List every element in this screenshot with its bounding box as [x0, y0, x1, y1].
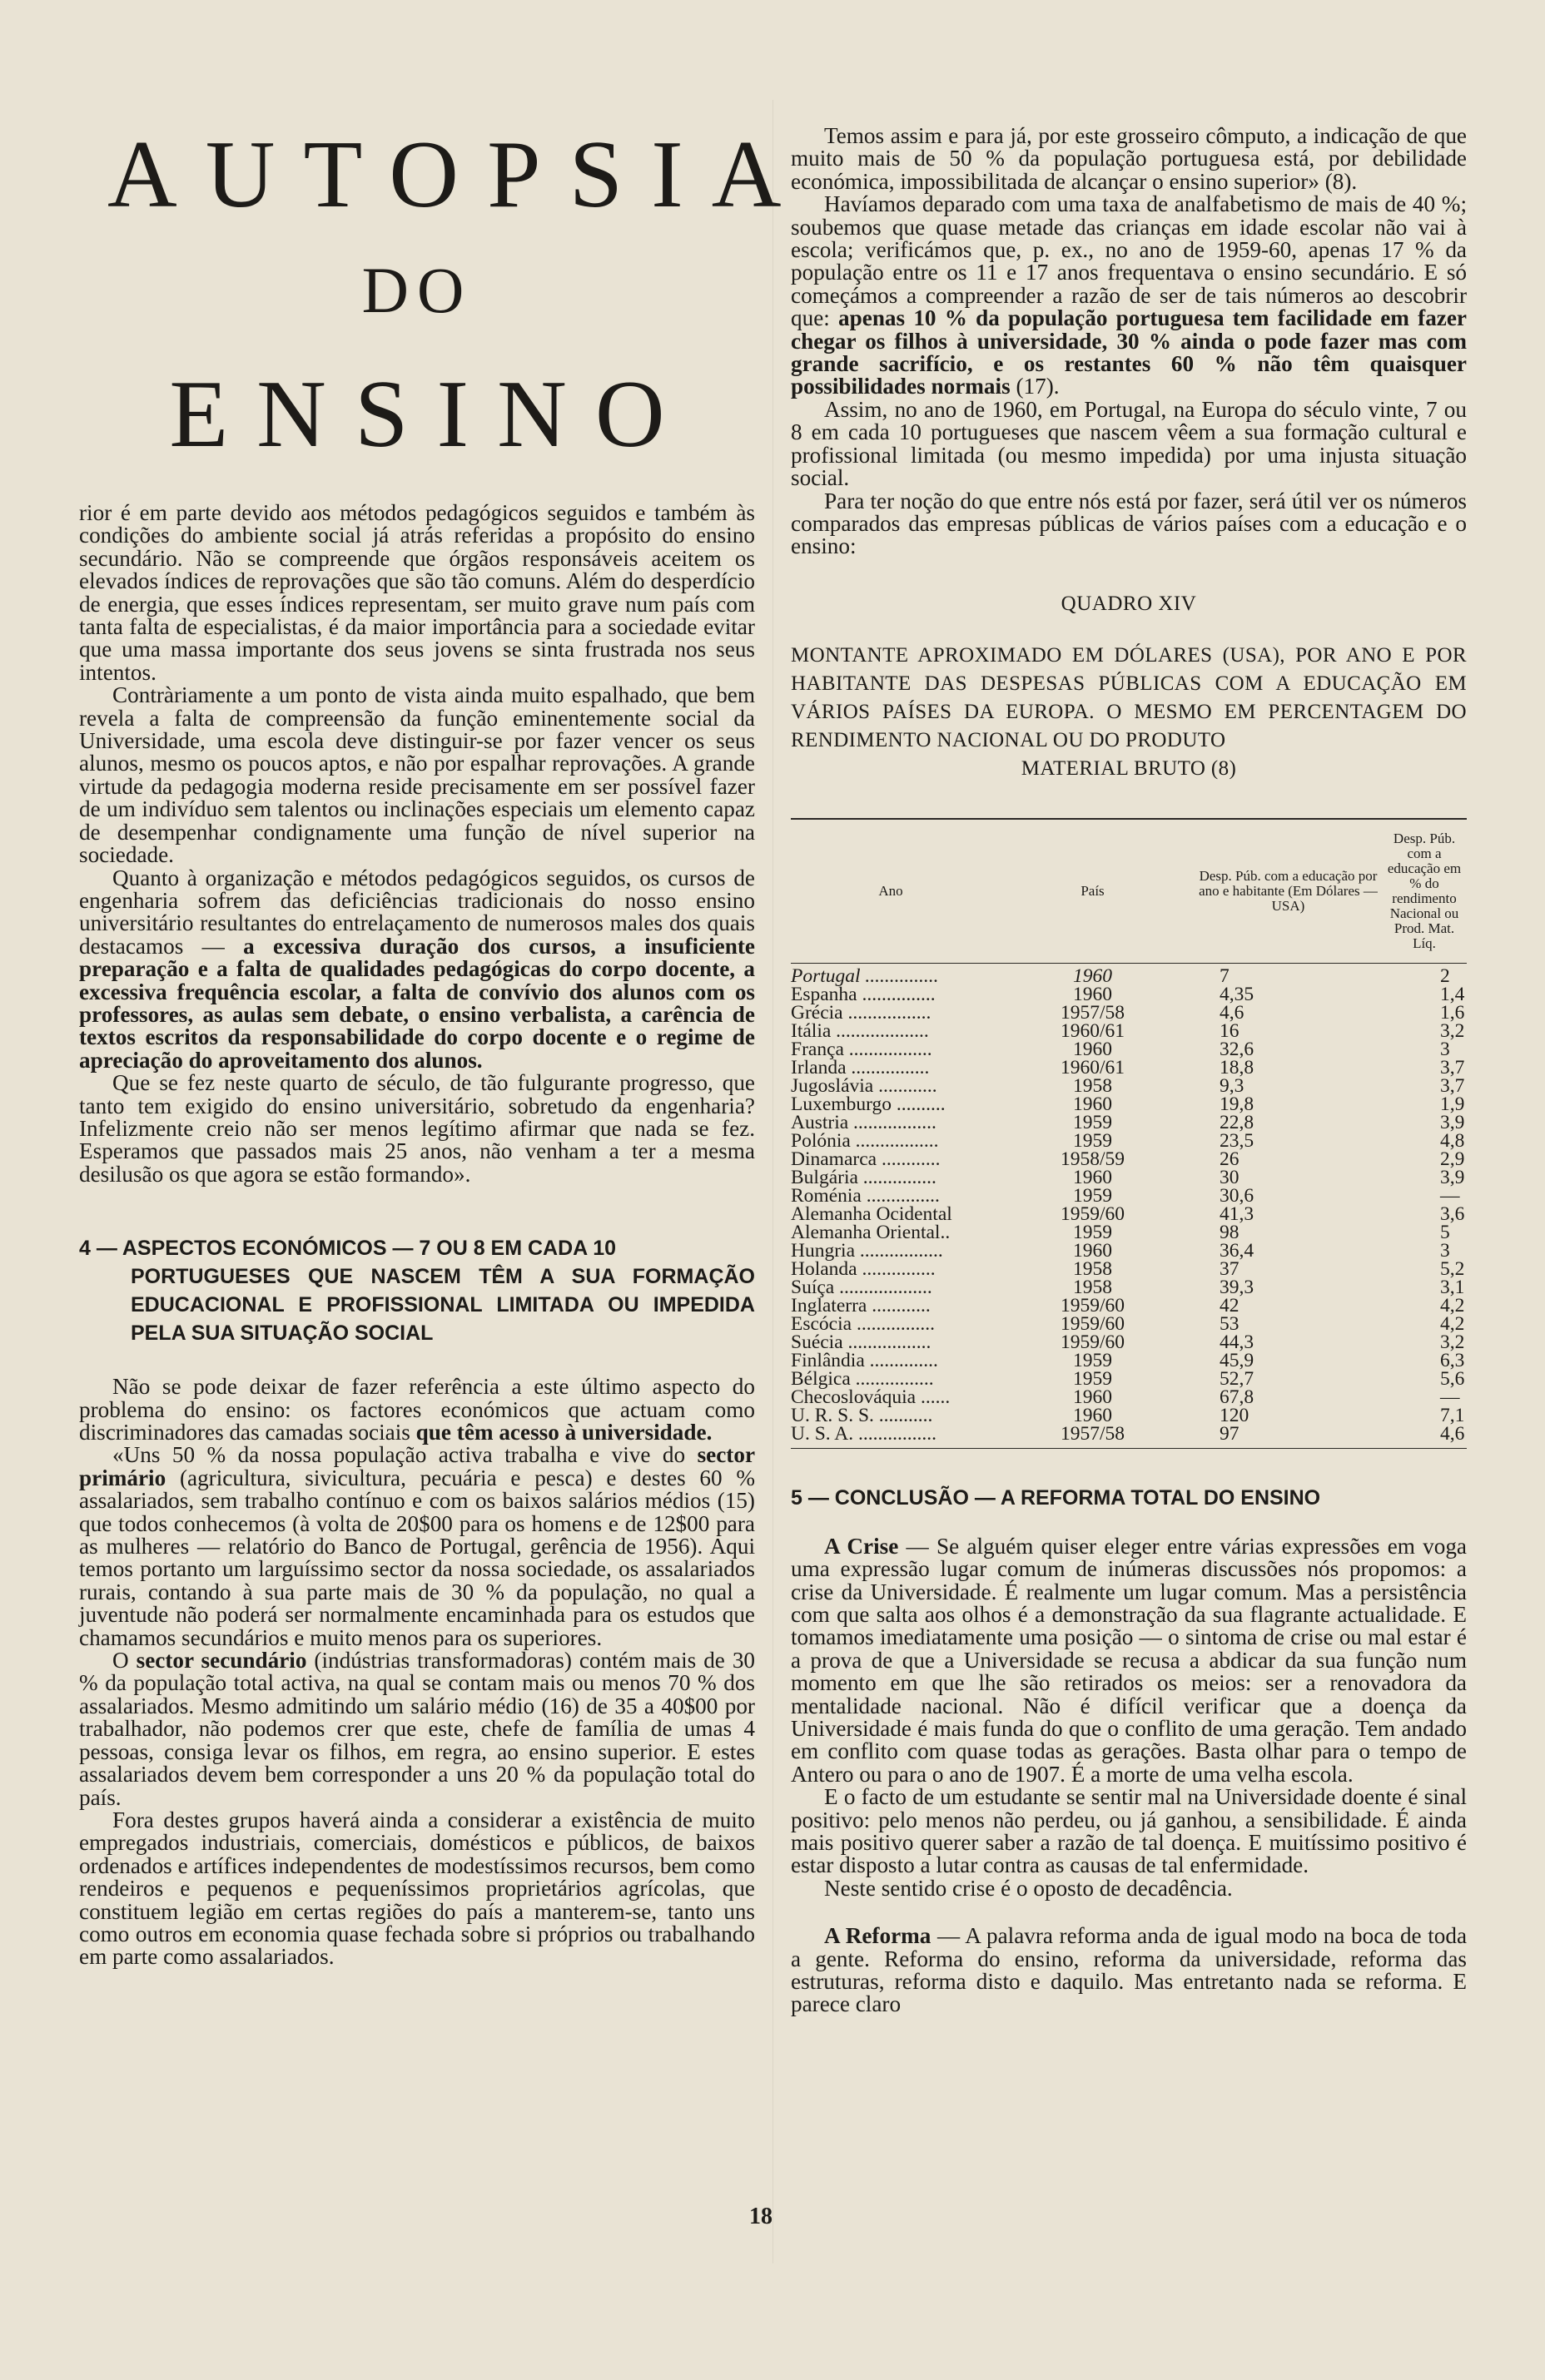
- column-header-percent: Desp. Púb. com a educação em % do rendimento Nacional ou Prod. Mat. Líq.: [1387, 830, 1462, 951]
- table-body: [791, 963, 1467, 1448]
- table-row: [791, 1040, 1467, 1059]
- page-number: 18: [749, 2204, 772, 2229]
- country-cell: Holanda ...............: [791, 1257, 936, 1280]
- country-cell: U. R. S. S. ...........: [791, 1404, 933, 1426]
- table-row: [791, 1351, 1467, 1370]
- title-line-autopsia: AUTOPSIA: [107, 121, 810, 228]
- paragraph-emphasis: que têm acesso à universidade.: [415, 1420, 713, 1445]
- country-cell: Alemanha Ocidental: [791, 1202, 952, 1225]
- dollars-cell: 18,8: [1220, 1056, 1254, 1078]
- dollars-cell: 44,3: [1220, 1331, 1254, 1353]
- percent-cell: 3,9: [1440, 1111, 1465, 1133]
- section-4-heading-rest: PORTUGUESES QUE NASCEM TÊM A SUA FORMAÇÃO EDUCACIONAL E PROFISSIONAL LIMITADA OU IMPEDIDA PELA SUA SITUAÇÃO SOCIAL: [131, 1265, 755, 1346]
- dollars-cell: 30,6: [1220, 1184, 1254, 1207]
- percent-cell: 1,6: [1440, 1001, 1465, 1024]
- percent-cell: 4,2: [1440, 1312, 1465, 1335]
- table-label: QUADRO XIV: [1061, 592, 1197, 615]
- country-cell: França .................: [791, 1038, 932, 1060]
- percent-cell: —: [1440, 1386, 1460, 1408]
- year-cell: 1960: [1073, 1093, 1112, 1115]
- table-row: [791, 1168, 1467, 1187]
- article-title: [79, 121, 810, 469]
- year-cell: 1959/60: [1060, 1312, 1125, 1335]
- paragraph: Neste sentido crise é o oposto de decadência.: [824, 1875, 1233, 1901]
- dollars-cell: 45,9: [1220, 1349, 1254, 1371]
- year-cell: 1959/60: [1060, 1294, 1125, 1316]
- dollars-cell: 52,7: [1220, 1367, 1254, 1390]
- country-cell: Polónia .................: [791, 1129, 939, 1152]
- percent-cell: 1,9: [1440, 1093, 1465, 1115]
- table-caption-last-line: MATERIAL BRUTO (8): [1021, 756, 1237, 780]
- dollars-cell: 37: [1220, 1257, 1239, 1280]
- percent-cell: 5,6: [1440, 1367, 1465, 1390]
- year-cell: 1960: [991, 963, 1195, 985]
- country-cell: Bélgica ................: [791, 1367, 934, 1390]
- paragraph-text: «Uns 50 % da nossa população activa trabalha e vive do: [112, 1442, 686, 1468]
- percent-cell: 3,2: [1440, 1019, 1465, 1042]
- year-cell: 1959: [1073, 1221, 1112, 1243]
- year-cell: 1960: [1073, 1386, 1112, 1408]
- dollars-cell: 22,8: [1220, 1111, 1254, 1133]
- table-row: [791, 1370, 1467, 1388]
- country-cell: Roménia ...............: [791, 1184, 940, 1207]
- paragraph: Assim, no ano de 1960, em Portugal, na Europa do século vinte, 7 ou 8 em cada 10 portugueses que nascem vêem a sua formação cultural e profissional limitada (ou mesmo impedida) por uma injusta situação social.: [791, 396, 1467, 491]
- dollars-cell: 42: [1220, 1294, 1239, 1316]
- title-line-ensino: ENSINO: [169, 361, 693, 468]
- year-cell: 1959: [1073, 1184, 1112, 1207]
- table-row: [791, 1205, 1467, 1223]
- country-cell: Finlândia ..............: [791, 1349, 938, 1371]
- dollars-cell: 26: [1220, 1148, 1239, 1170]
- percent-cell: 3,2: [1440, 1331, 1465, 1353]
- country-cell: Dinamarca ............: [791, 1148, 941, 1170]
- paragraph-text: (17).: [1016, 374, 1060, 399]
- country-cell: U. S. A. ................: [791, 1425, 991, 1449]
- title-line-do: DO: [361, 254, 473, 326]
- year-cell: 1960/61: [1060, 1056, 1125, 1078]
- paragraph: Fora destes grupos haverá ainda a considerar a existência de muito empregados industriais, comerciais, domésticos e públicos, de baixos ordenados e artífices independentes de modestíssimos recursos, bem como rendeiros e pequenos e pequeníssimos proprietários agrícolas, que constituem legião em certas regiões do país a manterem-se, tanto uns como outros em economia quase fechada sobre si próprios ou trabalhando em parte como assalariados.: [79, 1807, 755, 1970]
- paragraph: [79, 1444, 755, 1649]
- table-row: [791, 963, 1467, 985]
- country-cell: Portugal ...............: [791, 963, 991, 985]
- country-cell: Checoslováquia ......: [791, 1386, 951, 1408]
- year-cell: 1960/61: [1060, 1019, 1125, 1042]
- paragraph-emphasis: A Reforma: [824, 1923, 931, 1949]
- table-row: [791, 1406, 1467, 1425]
- dollars-cell: 36,4: [1220, 1239, 1254, 1262]
- paragraph: [79, 1649, 755, 1809]
- country-cell: Grécia .................: [791, 1001, 931, 1024]
- dollars-cell: 53: [1220, 1312, 1239, 1335]
- percent-cell: 3,6: [1440, 1202, 1465, 1225]
- table-row: [791, 1095, 1467, 1113]
- paragraph-text: (indústrias transformadoras) contém mais de 30 % da população total activa, na qual se contam mais ou menos 70 % dos assalariados. Mesmo admitindo um salário médio (16) de 35 a 40$00 por trabalhador, não podemos crer que este, chefe de família de umas 4 pessoas, consiga levar os filhos, em regra, ao ensino superior. E estes assalariados devem bem corresponder a uns 20 % da população total do país.: [79, 1648, 756, 1810]
- paragraph-emphasis: sector primário: [79, 1442, 756, 1490]
- year-cell: 1958: [1073, 1276, 1112, 1298]
- country-cell: Jugoslávia ............: [791, 1074, 937, 1097]
- table-row: [791, 1132, 1467, 1150]
- section-5-heading: 5 — CONCLUSÃO — A REFORMA TOTAL DO ENSINO: [791, 1485, 1321, 1510]
- paragraph-text: — A palavra reforma anda de igual modo na boca de toda a gente. Reforma do ensino, reforma da universidade, reforma das estruturas, reforma disto e daquilo. Mas entretanto nada se reforma. E parece claro: [791, 1923, 1468, 2017]
- column-header-dollars: Desp. Púb. com a educação por ano e habitante (Em Dólares — USA): [1199, 867, 1378, 914]
- paragraph-text: Não se pode deixar de fazer referência a este último aspecto do problema do ensino: os factores económicos que actuam como discriminadores das camadas sociais: [79, 1374, 755, 1445]
- country-cell: Alemanha Oriental..: [791, 1221, 951, 1243]
- dollars-cell: 9,3: [1220, 1074, 1244, 1097]
- dollars-cell: 98: [1220, 1221, 1239, 1243]
- year-cell: 1959/60: [1060, 1202, 1125, 1225]
- year-cell: 1960: [1073, 1239, 1112, 1262]
- percent-cell: 2,9: [1440, 1148, 1465, 1170]
- paragraph-text: O: [112, 1648, 129, 1673]
- year-cell: 1960: [1073, 1404, 1112, 1426]
- year-cell: 1957/58: [991, 1425, 1195, 1449]
- year-cell: 1959/60: [1060, 1331, 1125, 1353]
- percent-cell: 3: [1440, 1239, 1450, 1262]
- dollars-cell: 30: [1220, 1166, 1239, 1188]
- dollars-cell: 4,35: [1220, 983, 1254, 1005]
- percent-cell: —: [1440, 1184, 1460, 1207]
- year-cell: 1959: [1073, 1129, 1112, 1152]
- table-row: [791, 1059, 1467, 1077]
- paragraph: [79, 1376, 755, 1444]
- paragraph: [791, 193, 1467, 399]
- percent-cell: 3,7: [1440, 1074, 1465, 1097]
- section-4-heading: [79, 1234, 755, 1347]
- percent-cell: 6,3: [1440, 1349, 1465, 1371]
- paragraph: Temos assim e para já, por este grosseiro cômputo, a indicação de que muito mais de 50 % da população portuguesa está, por debilidade económica, impossibilitada de alcançar o ensino superior» (8).: [791, 123, 1467, 194]
- country-cell: Suécia .................: [791, 1331, 931, 1353]
- education-spending-table: [791, 831, 1467, 1449]
- year-cell: 1958: [1073, 1074, 1112, 1097]
- right-column: [791, 125, 1467, 2016]
- column-header-pais: País: [1081, 882, 1105, 899]
- table-row: [791, 985, 1467, 1004]
- table-row: [791, 1297, 1467, 1315]
- paragraph-emphasis: A Crise: [824, 1533, 899, 1559]
- table-row: [791, 1223, 1467, 1242]
- country-cell: Escócia ................: [791, 1312, 935, 1335]
- table-row: [791, 1004, 1467, 1022]
- table-row: [791, 1077, 1467, 1095]
- percent-cell: 4,8: [1440, 1129, 1465, 1152]
- table-row: [791, 1113, 1467, 1132]
- dollars-cell: 97: [1195, 1425, 1382, 1449]
- paragraph-emphasis: apenas 10 % da população portuguesa tem facilidade em fazer chegar os filhos à universidade, 30 % ainda o pode fazer mas com grande sacrifício, e os restantes 60 % não têm quaisquer possibilidades normais: [791, 305, 1467, 399]
- dollars-cell: 41,3: [1220, 1202, 1254, 1225]
- percent-cell: 5,2: [1440, 1257, 1465, 1280]
- paragraph-text: — Se alguém quiser eleger entre várias expressões em voga uma expressão lugar comum de inúmeras discussões nós propomos: a crise da Universidade. É realmente um lugar comum. Mas a persistência com que salta aos olhos é a demonstração da sua flagrante actualidade. E tomamos imediatamente uma posição — o sintoma de crise ou mal estar é a prova de que a Universidade se recusa a abdicar da sua função num momento em que lhe são retirados os meios: ser a renovadora da mentalidade nacional. Não é difícil verificar que a doença da Universidade é mais funda do que o conflito de uma geração. Tem andado em conflito com quase todas as gerações. Basta olhar para o tempo de Antero ou para o ano de 1907. É a morte de uma velha escola.: [791, 1533, 1467, 1787]
- dollars-cell: 67,8: [1220, 1386, 1254, 1408]
- table-row: [791, 1187, 1467, 1205]
- dollars-cell: 7: [1195, 963, 1382, 985]
- table-row: [791, 1333, 1467, 1351]
- table-row: [791, 1315, 1467, 1333]
- country-cell: Bulgária ...............: [791, 1166, 936, 1188]
- table-row: [791, 1022, 1467, 1040]
- country-cell: Espanha ...............: [791, 983, 936, 1005]
- paragraph-text: Quanto à organização e métodos pedagógicos seguidos, os cursos de engenharia sofrem das deficiências tradicionais do nosso ensino universitário resultantes do entrelaçamento de numerosos males dos quais destacamos —: [79, 865, 755, 959]
- percent-cell: 1,4: [1440, 983, 1465, 1005]
- dollars-cell: 16: [1220, 1019, 1239, 1042]
- paragraph: Que se fez neste quarto de século, de tão fulgurante progresso, que tanto tem exigido do ensino universitário, sobretudo da engenharia? Infelizmente creio não ser menos legítimo afirmar que nada se fez. Esperamos que passados mais 25 anos, não venham a ter a mesma desilusão os que agora se estão formando».: [79, 1070, 755, 1187]
- country-cell: Hungria .................: [791, 1239, 943, 1262]
- year-cell: 1958: [1073, 1257, 1112, 1280]
- paragraph-text: Havíamos deparado com uma taxa de analfabetismo de mais de 40 %; soubemos que quase metade das crianças em idade escolar não vai à escola; verificámos que, p. ex., no ano de 1959-60, apenas 17 % da população entre os 11 e 17 anos frequentava o ensino secundário. E só começámos a compreender a razão de ser de tais números ao descobrir que:: [791, 191, 1467, 331]
- percent-cell: 3,9: [1440, 1166, 1465, 1188]
- paragraph-emphasis: a excessiva duração dos cursos, a insuficiente preparação e a falta de qualidades pedagógicas do corpo docente, a excessiva frequência escolar, a falta de convívio dos alunos com os professores, as aulas sem debate, o ensino verbalista, a carência de textos escritos da responsabilidade do corpo docente e o regime de apreciação do aproveitamento dos alunos.: [79, 933, 755, 1073]
- country-cell: Luxemburgo ..........: [791, 1093, 946, 1115]
- paragraph: [791, 1925, 1467, 2016]
- country-cell: Itália ...................: [791, 1019, 929, 1042]
- percent-cell: 3,1: [1440, 1276, 1465, 1298]
- year-cell: 1960: [1073, 1166, 1112, 1188]
- left-column: [79, 121, 810, 1970]
- section-4-heading-line1: 4 — ASPECTOS ECONÓMICOS — 7 OU 8 EM CADA 10: [79, 1237, 617, 1261]
- country-cell: Irlanda ................: [791, 1056, 930, 1078]
- table-row: [791, 1425, 1467, 1449]
- percent-cell: 5: [1440, 1221, 1450, 1243]
- table-top-rule: [791, 818, 1467, 820]
- year-cell: 1959: [1073, 1349, 1112, 1371]
- table-row: [791, 1242, 1467, 1260]
- paragraph: Para ter noção do que entre nós está por fazer, será útil ver os números comparados das empresas públicas de vários países com a educação e o ensino:: [791, 488, 1467, 559]
- table-row: [791, 1388, 1467, 1406]
- table-row: [791, 1150, 1467, 1168]
- dollars-cell: 4,6: [1220, 1001, 1244, 1024]
- year-cell: 1959: [1073, 1111, 1112, 1133]
- year-cell: 1957/58: [1060, 1001, 1125, 1024]
- dollars-cell: 23,5: [1220, 1129, 1254, 1152]
- percent-cell: 3,7: [1440, 1056, 1465, 1078]
- year-cell: 1960: [1073, 983, 1112, 1005]
- country-cell: Inglaterra ............: [791, 1294, 931, 1316]
- table-caption-text: MONTANTE APROXIMADO EM DÓLARES (USA), POR ANO E POR HABITANTE DAS DESPESAS PÚBLICAS COM A EDUCAÇÃO EM VÁRIOS PAÍSES DA EUROPA. O MESMO EM PERCENTAGEM DO RENDIMENTO NACIONAL OU DO PRODUTO: [791, 643, 1467, 751]
- year-cell: 1959: [1073, 1367, 1112, 1390]
- paragraph: rior é em parte devido aos métodos pedagógicos seguidos e também às condições do ambiente social já atrás referidas a propósito do ensino secundário. Não se compreende que órgãos responsáveis aceitem os elevados índices de reprovações que são tão comuns. Além do desperdício de energia, que esses índices representam, ser muito grave num país com tanta falta de especialistas, é da maior importância para a sociedade evitar que uma massa importante dos seus jovens se sinta frustrada nos seus intentos.: [79, 500, 755, 685]
- percent-cell: 4,2: [1440, 1294, 1465, 1316]
- paragraph-emphasis: sector secundário: [136, 1648, 307, 1673]
- percent-cell: 3: [1440, 1038, 1450, 1060]
- dollars-cell: 39,3: [1220, 1276, 1254, 1298]
- paragraph-text: (agricultura, sivicultura, pecuária e pesca) e destes 60 % assalariados, sem trabalho contínuo e com os baixos salários médios (15) que todos conhecemos (à volta de 20$00 para os homens e de 12$00 para as mulheres — relatório do Banco de Portugal, gerência de 1956). Aqui temos portanto um larguíssimo sector da nossa sociedade, os assalariados rurais, contando à sua parte mais de 30 % da população, no qual a juventude não poderá ser normalmente encaminhada para os estudos que chamamos secundários e muito menos para os superiores.: [79, 1465, 755, 1650]
- percent-cell: 7,1: [1440, 1404, 1465, 1426]
- percent-cell: 2: [1382, 963, 1467, 985]
- country-cell: Suíça ...................: [791, 1276, 932, 1298]
- page-fold: [772, 100, 773, 2263]
- year-cell: 1958/59: [1060, 1148, 1125, 1170]
- percent-cell: 4,6: [1382, 1425, 1467, 1449]
- table-row: [791, 1260, 1467, 1278]
- table-caption: [791, 642, 1467, 783]
- table-row: [791, 1278, 1467, 1297]
- dollars-cell: 120: [1220, 1404, 1249, 1426]
- paragraph: E o facto de um estudante se sentir mal na Universidade doente é sinal positivo: pelo menos não perdeu, ou já ganhou, a sensibilidade. É ainda mais positivo querer saber a razão de tal doença. E muitíssimo positivo é estar disposto a lutar contra as causas de tal enfermidade.: [791, 1784, 1467, 1878]
- year-cell: 1960: [1073, 1038, 1112, 1060]
- paragraph: Contràriamente a um ponto de vista ainda muito espalhado, que bem revela a falta de compreensão da função eminentemente social da Universidade, uma escola deve distinguir-se por fazer vencer os seus alunos, mesmo os poucos aptos, e não por espalhar reprovações. A grande virtude da pedagogia moderna reside precisamente em ser possível fazer de um indivíduo sem talentos ou inclinações especiais um elemento capaz de desempenhar condignamente uma função de nível superior na sociedade.: [79, 682, 755, 868]
- paragraph: [791, 1535, 1467, 1786]
- dollars-cell: 32,6: [1220, 1038, 1254, 1060]
- column-header-ano: Ano: [878, 882, 903, 899]
- dollars-cell: 19,8: [1220, 1093, 1254, 1115]
- paragraph: [79, 867, 755, 1073]
- country-cell: Austria .................: [791, 1111, 936, 1133]
